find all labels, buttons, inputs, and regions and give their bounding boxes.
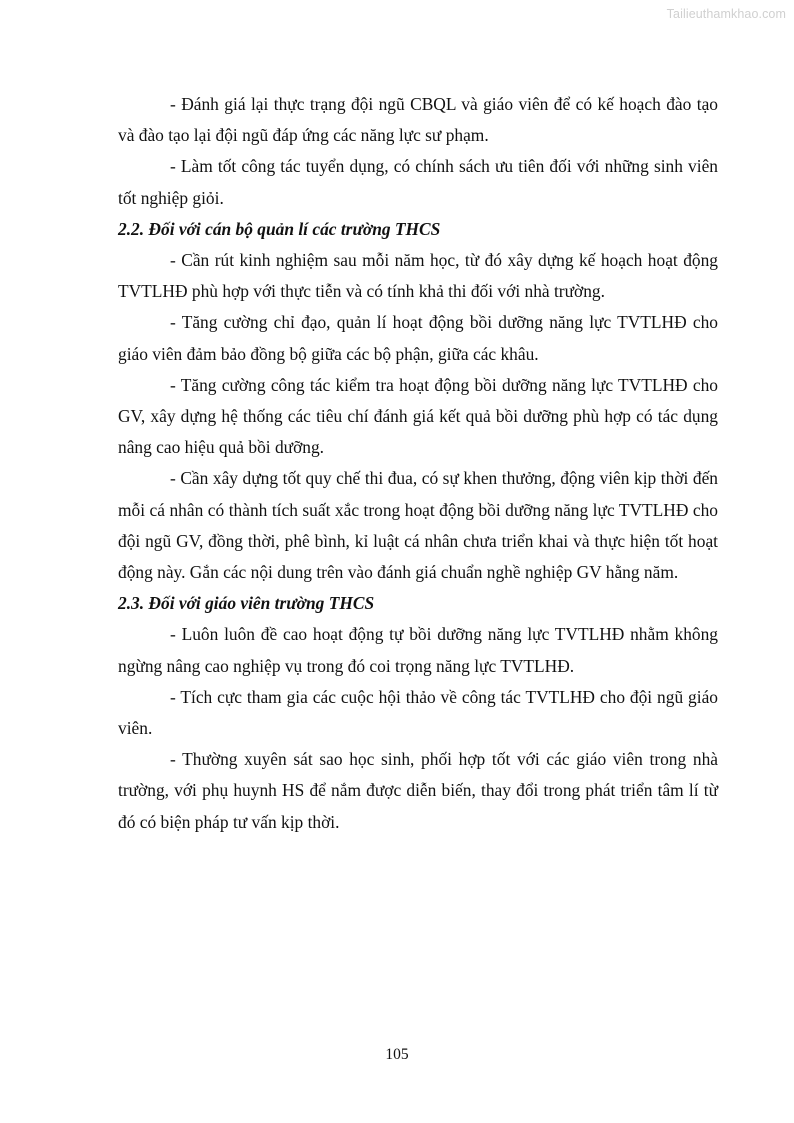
paragraph-6: - Cần xây dựng tốt quy chế thi đua, có sự khen thưởng, động viên kịp thời đến mỗi cá nhân có thành tích suất xắc trong hoạt động bồi dưỡng năng lực TVTLHĐ cho đội ngũ GV, đồng thời, phê bình, kỉ luật cá nhân chưa triển khai và thực hiện tốt hoạt động này. Gắn các nội dung trên vào đánh giá chuẩn nghề nghiệp GV hằng năm.	[118, 468, 718, 583]
paragraph-2: - Làm tốt công tác tuyển dụng, có chính sách ưu tiên đối với những sinh viên tốt nghiệp giỏi.	[118, 156, 718, 208]
paragraph-4: - Tăng cường chỉ đạo, quản lí hoạt động bồi dưỡng năng lực TVTLHĐ cho giáo viên đảm bảo đồng bộ giữa các bộ phận, giữa các khâu.	[118, 312, 718, 364]
section-heading-2-3: 2.3. Đối với giáo viên trường THCS	[118, 593, 375, 614]
section-heading-2-2: 2.2. Đối với cán bộ quản lí các trường THCS	[118, 218, 441, 239]
paragraph-8: - Tích cực tham gia các cuộc hội thảo về công tác TVTLHĐ cho đội ngũ giáo viên.	[118, 686, 718, 739]
page-number: 105	[385, 1046, 409, 1063]
paragraph-3: - Cần rút kinh nghiệm sau mỗi năm học, từ đó xây dựng kế hoạch hoạt động TVTLHĐ phù hợp với thực tiễn và có tính khả thi đối với nhà trường.	[118, 250, 718, 302]
paragraph-7: - Luôn luôn đề cao hoạt động tự bồi dưỡng năng lực TVTLHĐ nhằm không ngừng nâng cao nghiệp vụ trong đó coi trọng năng lực TVTLHĐ.	[118, 624, 718, 676]
document-body	[118, 89, 718, 838]
paragraph-9: - Thường xuyên sát sao học sinh, phối hợp tốt với các giáo viên trong nhà trường, với phụ huynh HS để nắm được diễn biến, thay đổi trong phát triển tâm lí từ đó có biện pháp tư vấn kịp thời.	[118, 749, 718, 832]
watermark: Tailieuthamkhao.com	[666, 7, 786, 21]
paragraph-5: - Tăng cường công tác kiểm tra hoạt động bồi dưỡng năng lực TVTLHĐ cho GV, xây dựng hệ thống các tiêu chí đánh giá kết quả bồi dưỡng phù hợp có tác dụng nâng cao hiệu quả bồi dưỡng.	[118, 374, 718, 458]
paragraph-1: - Đánh giá lại thực trạng đội ngũ CBQL và giáo viên để có kế hoạch đào tạo và đào tạo lại đội ngũ đáp ứng các năng lực sư phạm.	[118, 94, 718, 146]
